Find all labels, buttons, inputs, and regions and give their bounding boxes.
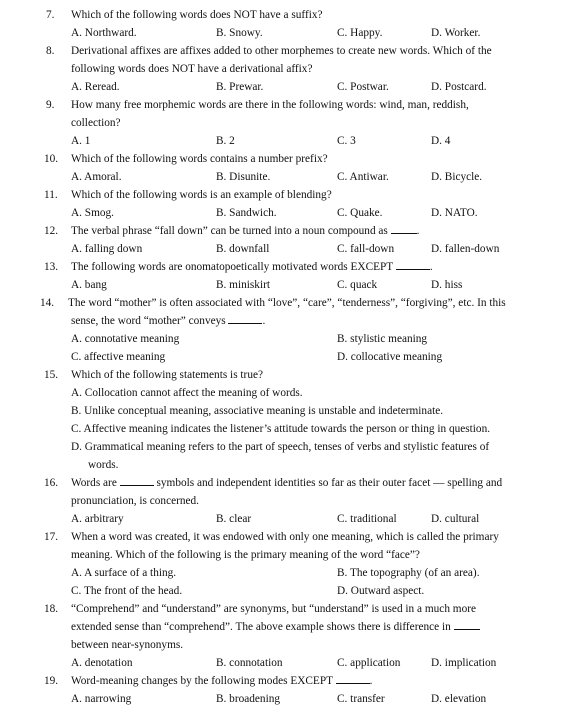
question-9-options [0, 132, 573, 150]
question-8-options [0, 78, 573, 96]
option-a: A. Collocation cannot affect the meaning of words. [71, 387, 303, 399]
question-14-continuation [0, 312, 573, 330]
question-number: 17. [44, 531, 59, 543]
option-d-continuation: words. [88, 459, 119, 471]
question-17 [0, 528, 573, 546]
option-c: C. affective meaning [71, 351, 166, 363]
question-text-continuation: meaning. Which of the following is the primary meaning of the word “face”? [71, 549, 420, 561]
question-18-continuation-2 [0, 636, 573, 654]
question-18-continuation [0, 618, 573, 636]
question-text-wrapper [71, 222, 420, 240]
option-a: A. Smog. [71, 207, 114, 219]
option-d: D. Bicycle. [431, 171, 483, 183]
option-d: D. Grammatical meaning refers to the part of speech, tenses of verbs and stylistic features of [71, 441, 490, 453]
question-text: Which of the following statements is true? [71, 369, 263, 381]
question-14-options-row-1 [0, 330, 573, 348]
answer-blank [228, 312, 262, 324]
question-7 [0, 6, 573, 24]
question-12-options [0, 240, 573, 258]
question-17-options-row-2 [0, 582, 573, 600]
question-18 [0, 600, 573, 618]
question-number: 8. [46, 45, 55, 57]
option-d: D. Worker. [431, 27, 481, 39]
option-b: B. connotation [216, 657, 283, 669]
option-a: A. 1 [71, 135, 91, 147]
option-d: D. hiss [431, 279, 463, 291]
answer-blank [454, 618, 480, 630]
question-number: 10. [44, 153, 59, 165]
option-a: A. A surface of a thing. [71, 567, 177, 579]
option-d: D. fallen-down [431, 243, 500, 255]
question-list [0, 6, 573, 708]
option-c: C. traditional [337, 513, 397, 525]
option-b: B. 2 [216, 135, 235, 147]
option-d: D. Postcard. [431, 81, 487, 93]
question-8 [0, 42, 573, 60]
question-text-start: Words are [71, 477, 117, 489]
option-b: B. Unlike conceptual meaning, associative meaning is unstable and indeterminate. [71, 405, 444, 417]
option-b: B. Snowy. [216, 27, 263, 39]
question-number: 19. [44, 675, 59, 687]
option-c: C. The front of the head. [71, 585, 183, 597]
question-10 [0, 150, 573, 168]
question-15-option-d-continuation [0, 456, 573, 474]
question-number: 16. [44, 477, 59, 489]
option-c: C. Happy. [337, 27, 383, 39]
question-13-options [0, 276, 573, 294]
question-text: “Comprehend” and “understand” are synonyms, but “understand” is used in a much more [71, 603, 476, 615]
question-11-options [0, 204, 573, 222]
option-b: B. stylistic meaning [337, 333, 428, 345]
question-11 [0, 186, 573, 204]
option-c: C. Quake. [337, 207, 383, 219]
question-text-end: . [416, 225, 420, 237]
question-number: 11. [44, 189, 58, 201]
question-7-options [0, 24, 573, 42]
question-9-continuation [0, 114, 573, 132]
answer-blank [391, 222, 417, 234]
question-15 [0, 366, 573, 384]
option-d: D. cultural [431, 513, 480, 525]
question-text: symbols and independent identities so far as their outer facet — spelling and [156, 477, 503, 489]
question-16-options [0, 510, 573, 528]
question-text-continuation: extended sense than “comprehend”. The above example shows there is difference in [71, 621, 451, 633]
option-b: B. downfall [216, 243, 270, 255]
question-text-end: . [429, 261, 433, 273]
option-a: A. narrowing [71, 693, 132, 705]
option-d: D. collocative meaning [337, 351, 443, 363]
question-number: 12. [44, 225, 59, 237]
question-text-wrapper [71, 312, 265, 330]
question-14-options-row-2 [0, 348, 573, 366]
option-d: D. implication [431, 657, 497, 669]
question-15-option-d-row [0, 438, 573, 456]
option-a: A. Northward. [71, 27, 137, 39]
option-b: B. The topography (of an area). [337, 567, 480, 579]
option-b: B. miniskirt [216, 279, 270, 291]
option-c: C. 3 [337, 135, 356, 147]
question-text: Which of the following words contains a number prefix? [71, 153, 328, 165]
question-text-wrapper [71, 672, 372, 690]
question-15-option-a-row [0, 384, 573, 402]
answer-blank [120, 474, 154, 486]
option-b: B. broadening [216, 693, 281, 705]
question-17-continuation [0, 546, 573, 564]
question-14 [0, 294, 573, 312]
question-text-wrapper [71, 618, 480, 636]
question-text: Derivational affixes are affixes added to other morphemes to create new words. Which of the [71, 45, 492, 57]
option-b: B. Disunite. [216, 171, 271, 183]
question-text-wrapper [71, 258, 433, 276]
question-13 [0, 258, 573, 276]
option-a: A. falling down [71, 243, 143, 255]
option-d: D. elevation [431, 693, 487, 705]
question-text-continuation: following words does NOT have a derivational affix? [71, 63, 313, 75]
question-number: 14. [40, 297, 55, 309]
option-c: C. Antiwar. [337, 171, 389, 183]
question-text-end: . [262, 315, 266, 327]
answer-blank [396, 258, 430, 270]
option-a: A. bang [71, 279, 107, 291]
question-text: The following words are onomatopoetically motivated words EXCEPT [71, 261, 394, 273]
question-10-options [0, 168, 573, 186]
question-text-end: . [369, 675, 373, 687]
question-text: How many free morphemic words are there in the following words: wind, man, reddish, [71, 99, 469, 111]
option-d: D. 4 [431, 135, 451, 147]
question-text-wrapper [71, 474, 502, 492]
question-text: Word-meaning changes by the following modes EXCEPT [71, 675, 333, 687]
option-c: C. quack [337, 279, 378, 291]
option-c: C. fall-down [337, 243, 395, 255]
question-15-option-b-row [0, 402, 573, 420]
option-c: C. Affective meaning indicates the listener’s attitude towards the person or thing in question. [71, 423, 491, 435]
option-b: B. clear [216, 513, 252, 525]
option-a: A. denotation [71, 657, 133, 669]
option-c: C. transfer [337, 693, 385, 705]
question-number: 7. [46, 9, 55, 21]
question-text: When a word was created, it was endowed with only one meaning, which is called the primary [71, 531, 499, 543]
answer-blank [336, 672, 370, 684]
question-17-options-row-1 [0, 564, 573, 582]
question-number: 9. [46, 99, 55, 111]
question-number: 13. [44, 261, 59, 273]
question-9 [0, 96, 573, 114]
question-19 [0, 672, 573, 690]
option-a: A. arbitrary [71, 513, 124, 525]
question-text-continuation: sense, the word “mother” conveys [71, 315, 226, 327]
option-c: C. Postwar. [337, 81, 389, 93]
option-a: A. Reread. [71, 81, 120, 93]
option-d: D. NATO. [431, 207, 478, 219]
question-text-continuation: collection? [71, 117, 121, 129]
question-number: 15. [44, 369, 59, 381]
option-b: B. Prewar. [216, 81, 264, 93]
question-12 [0, 222, 573, 240]
question-text: The verbal phrase “fall down” can be turned into a noun compound as [71, 225, 388, 237]
question-15-option-c-row [0, 420, 573, 438]
question-19-options [0, 690, 573, 708]
question-text: Which of the following words is an example of blending? [71, 189, 332, 201]
option-b: B. Sandwich. [216, 207, 277, 219]
option-c: C. application [337, 657, 401, 669]
option-a: A. Amoral. [71, 171, 122, 183]
question-text: Which of the following words does NOT have a suffix? [71, 9, 323, 21]
question-text-continuation: between near-synonyms. [71, 639, 184, 651]
question-text: The word “mother” is often associated with “love”, “care”, “tenderness”, “forgiving”, etc. In this [68, 297, 506, 309]
question-number: 18. [44, 603, 59, 615]
question-16-continuation [0, 492, 573, 510]
option-d: D. Outward aspect. [337, 585, 425, 597]
question-16 [0, 474, 573, 492]
question-text-continuation: pronunciation, is concerned. [71, 495, 199, 507]
question-8-continuation [0, 60, 573, 78]
question-18-options [0, 654, 573, 672]
option-a: A. connotative meaning [71, 333, 180, 345]
